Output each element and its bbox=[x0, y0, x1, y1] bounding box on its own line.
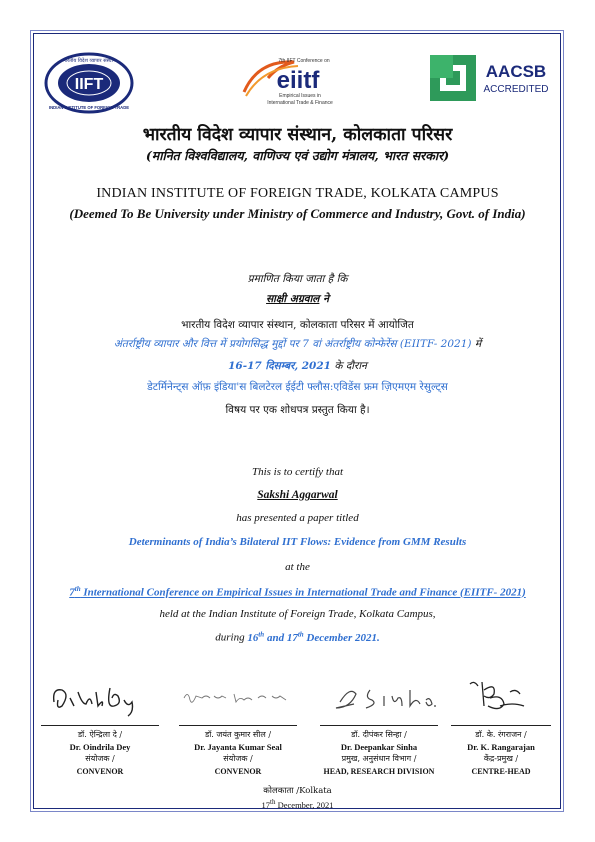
date-day-suffix: th bbox=[270, 798, 276, 806]
hindi-dates: 16-17 दिसम्बर, 2021 bbox=[228, 360, 331, 372]
date-rest: December, 2021 bbox=[275, 799, 334, 810]
aacsb-accredited-logo bbox=[430, 55, 555, 105]
signatory-hindi-name: डॉ. ऐन्द्रिला दे / bbox=[77, 730, 123, 739]
signatory-3 bbox=[316, 725, 442, 776]
hindi-conference-line bbox=[40, 337, 555, 351]
signatory-hindi-name: डॉ. के. रंगराजन / bbox=[475, 730, 527, 739]
signature-line bbox=[451, 725, 551, 726]
at-the-line: at the bbox=[285, 561, 310, 573]
date-end-suffix: th bbox=[297, 630, 304, 638]
paper-title: Determinants of India’s Bilateral IIT Flows: Evidence from GMM Results bbox=[128, 536, 467, 548]
svg-text:INDIAN INSTITUTE OF FOREIGN TR: INDIAN INSTITUTE OF FOREIGN TRADE bbox=[48, 105, 130, 110]
english-institute-subtitle: (Deemed To Be University under Ministry of Commerce and Industry, Govt. of India) bbox=[69, 206, 526, 221]
dates-line bbox=[40, 630, 555, 644]
signature-jayanta-kumar-seal bbox=[180, 686, 295, 708]
signatory-hindi-name: डॉ. दीपंकर सिन्हा / bbox=[351, 730, 407, 739]
signatory-name: Dr. Deepankar Sinha bbox=[340, 742, 418, 752]
place-text: कोलकाता /Kolkata bbox=[263, 786, 332, 796]
signatory-hindi-name: डॉ. जयंत कुमार सील / bbox=[204, 730, 272, 739]
svg-text:eiitf: eiitf bbox=[276, 67, 320, 94]
signatory-designation-hindi: प्रमुख, अनुसंधान विभाग / bbox=[341, 754, 417, 763]
recipient-name: Sakshi Aggarwal bbox=[257, 489, 338, 501]
hindi-certify-line: प्रमाणित किया जाता है कि bbox=[247, 273, 348, 285]
svg-text:भारतीय विदेश व्यापार संस्थान: भारतीय विदेश व्यापार संस्थान bbox=[62, 58, 116, 64]
signature-line bbox=[320, 725, 438, 726]
signatory-name: Dr. Jayanta Kumar Seal bbox=[194, 742, 282, 752]
presented-line: has presented a paper titled bbox=[236, 512, 359, 524]
svg-text:International Trade & Finance: International Trade & Finance bbox=[267, 100, 333, 106]
hindi-recipient-suffix: ने bbox=[319, 293, 329, 305]
signatory-designation-hindi: केंद्र-प्रमुख / bbox=[483, 754, 519, 763]
conference-dates bbox=[247, 632, 379, 644]
svg-text:AACSB: AACSB bbox=[485, 62, 547, 81]
signature-line bbox=[41, 725, 159, 726]
footer-place bbox=[40, 785, 555, 796]
signatory-role: CONVENOR bbox=[214, 767, 262, 776]
english-institute-title: INDIAN INSTITUTE OF FOREIGN TRADE, KOLKATA CAMPUS bbox=[96, 186, 499, 201]
hindi-institute-title: भारतीय विदेश व्यापार संस्थान, कोलकाता परिसर bbox=[142, 125, 453, 145]
during-label: during bbox=[215, 631, 248, 644]
signatory-name: Dr. Oindrila Dey bbox=[69, 742, 131, 752]
date-start: 16 bbox=[247, 631, 259, 644]
hindi-presented-line: विषय पर एक शोधपत्र प्रस्तुत किया है। bbox=[225, 404, 370, 416]
signatory-role: HEAD, RESEARCH DIVISION bbox=[323, 767, 435, 776]
signature-k-rangarajan bbox=[460, 676, 540, 718]
signature-line bbox=[179, 725, 297, 726]
signatory-role: CENTRE-HEAD bbox=[471, 767, 531, 776]
svg-text:7th IIFT Conference on: 7th IIFT Conference on bbox=[278, 58, 330, 64]
signatory-designation-hindi: संयोजक / bbox=[85, 754, 115, 763]
conference-number-suffix: th bbox=[74, 585, 81, 593]
signatory-1 bbox=[40, 725, 160, 776]
signatory-4 bbox=[446, 725, 556, 776]
hindi-conference-name: अंतर्राष्ट्रीय व्यापार और वित्त में प्रयोगसिद्ध मुद्दों पर 7 वां अंतर्राष्ट्रीय कोन्फेरेंस (EIITF- 2021) bbox=[113, 338, 472, 350]
signature-oindrila-dey bbox=[48, 678, 148, 718]
hindi-recipient-name: साक्षी अग्रवाल bbox=[266, 293, 320, 305]
conference-title: International Conference on Empirical Issues in International Trade and Finance (EIITF- 2021) bbox=[80, 586, 526, 599]
signatory-designation-hindi: संयोजक / bbox=[223, 754, 253, 763]
date-end: and 17 bbox=[264, 631, 298, 644]
svg-text:IIFT: IIFT bbox=[74, 76, 104, 93]
date-day: 17 bbox=[261, 799, 271, 810]
eiitf-conference-logo bbox=[238, 52, 350, 110]
hindi-dates-line bbox=[40, 359, 555, 373]
svg-text:ACCREDITED: ACCREDITED bbox=[483, 84, 549, 95]
hindi-paper-title: डेटर्मिनेन्ट्स ऑफ़ इंडिया'स बिलटेरल ईईटी फ्लौस:एविडेंस फ्रम ज़िएमएम रेसुल्ट्स bbox=[147, 381, 448, 393]
date-month: December 2021. bbox=[303, 631, 380, 644]
certify-line: This is to certify that bbox=[251, 466, 344, 478]
conference-number: 7 bbox=[69, 586, 75, 599]
signatory-name: Dr. K. Rangarajan bbox=[467, 742, 535, 752]
venue-line: held at the Indian Institute of Foreign Trade, Kolkata Campus, bbox=[159, 608, 436, 620]
signature-deepankar-sinha bbox=[330, 682, 440, 714]
date-start-suffix: th bbox=[258, 630, 265, 638]
footer-date bbox=[40, 798, 555, 810]
svg-text:Empirical Issues in: Empirical Issues in bbox=[279, 93, 321, 99]
iift-logo bbox=[44, 52, 134, 114]
hindi-dates-suffix: के दौरान bbox=[330, 360, 367, 372]
hindi-organized-line: भारतीय विदेश व्यापार संस्थान, कोलकाता परिसर में आयोजित bbox=[181, 319, 414, 331]
signatory-role: CONVENOR bbox=[76, 767, 124, 776]
conference-name bbox=[40, 585, 555, 599]
hindi-institute-subtitle: (मानित विश्वविद्यालय, वाणिज्य एवं उद्योग मंत्रालय, भारत सरकार) bbox=[145, 148, 450, 163]
hindi-conference-suffix: में bbox=[471, 338, 482, 350]
signatory-2 bbox=[178, 725, 298, 776]
hindi-recipient-line bbox=[40, 292, 555, 306]
